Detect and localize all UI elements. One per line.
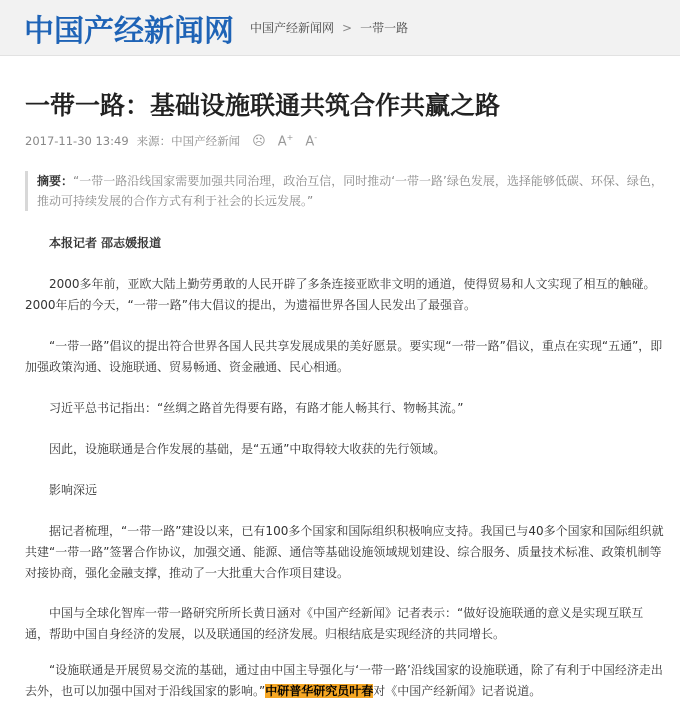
- breadcrumb-separator: >: [342, 20, 353, 35]
- article-paragraph: 因此，设施联通是合作发展的基础，是“五通”中取得较大收获的先行领域。: [49, 442, 446, 456]
- article-paragraph: “一带一路”倡议的提出符合世界各国人民共享发展成果的美好愿景。要实现“一带一路”倡议，重点在实现“五通”，即加强政策沟通、设施联通、贸易畅通、资金融通、民心相通。: [25, 339, 663, 374]
- site-header: [0, 0, 680, 56]
- breadcrumb: [250, 19, 408, 36]
- site-logo[interactable]: 中国产经新闻网: [24, 13, 234, 49]
- article-source: 来源：中国产经新闻: [136, 134, 241, 149]
- highlighted-source: 中研普华研究员叶春: [265, 684, 374, 698]
- quote-text: “设施联通是开展贸易交流的基础，通过由中国主导强化与‘一带一路’沿线国家的设施联通，除了有利于中国经济走出去外，也可以加强中国对于沿线国家的影响。”: [25, 663, 663, 698]
- abstract-label: 摘要：: [37, 174, 74, 188]
- breadcrumb-home-link[interactable]: 中国产经新闻网: [250, 21, 335, 35]
- article-paragraph: [25, 660, 665, 702]
- article-byline: 本报记者 邵志媛报道: [49, 236, 162, 250]
- article-abstract: [25, 171, 665, 211]
- article-title: 一带一路：基础设施联通共筑合作共赢之路: [25, 91, 501, 120]
- abstract-text: “一带一路沿线国家需要加强共同治理，政治互信，同时推动‘一带一路’绿色发展，选择能够低碳、环保、绿色，推动可持续发展的合作方式有利于社会的长远发展。”: [37, 174, 663, 208]
- article-paragraph: 习近平总书记指出：“丝绸之路首先得要有路，有路才能人畅其行、物畅其流。”: [49, 401, 464, 415]
- font-increase-button[interactable]: A+: [277, 133, 294, 150]
- article-meta: [25, 133, 317, 149]
- breadcrumb-section-link[interactable]: 一带一路: [360, 21, 409, 35]
- article-paragraph: 据记者梳理，“一带一路”建设以来，已有100多个国家和国际组织积极响应支持。我国已与40多个国家和国际组织就共建“一带一路”签署合作协议，加强交通、能源、通信等基础设施领域规划建设、综合服务、质量技术标准、政策机制等对接协商，强化金融支撑，推动了一大批重大合作项目建设。: [25, 524, 664, 580]
- quote-attribution: 对《中国产经新闻》记者说道。: [373, 684, 542, 698]
- font-decrease-button[interactable]: A-: [305, 133, 318, 150]
- article-date: 2017-11-30 13:49: [25, 134, 129, 149]
- share-icon[interactable]: ☹: [252, 133, 266, 149]
- article-paragraph: 2000多年前，亚欧大陆上勤劳勇敢的人民开辟了多条连接亚欧非文明的通道，使得贸易和人文实现了相互的触碰。2000年后的今天，“一带一路”伟大倡议的提出，为遗福世界各国人民发出了最强音。: [25, 277, 656, 312]
- article-paragraph: 中国与全球化智库一带一路研究所所长黄日涵对《中国产经新闻》记者表示：“做好设施联通的意义是实现互联互通，帮助中国自身经济的发展，以及联通国的经济发展。归根结底是实现经济的共同增长。: [25, 606, 644, 641]
- section-heading: 影响深远: [49, 483, 98, 497]
